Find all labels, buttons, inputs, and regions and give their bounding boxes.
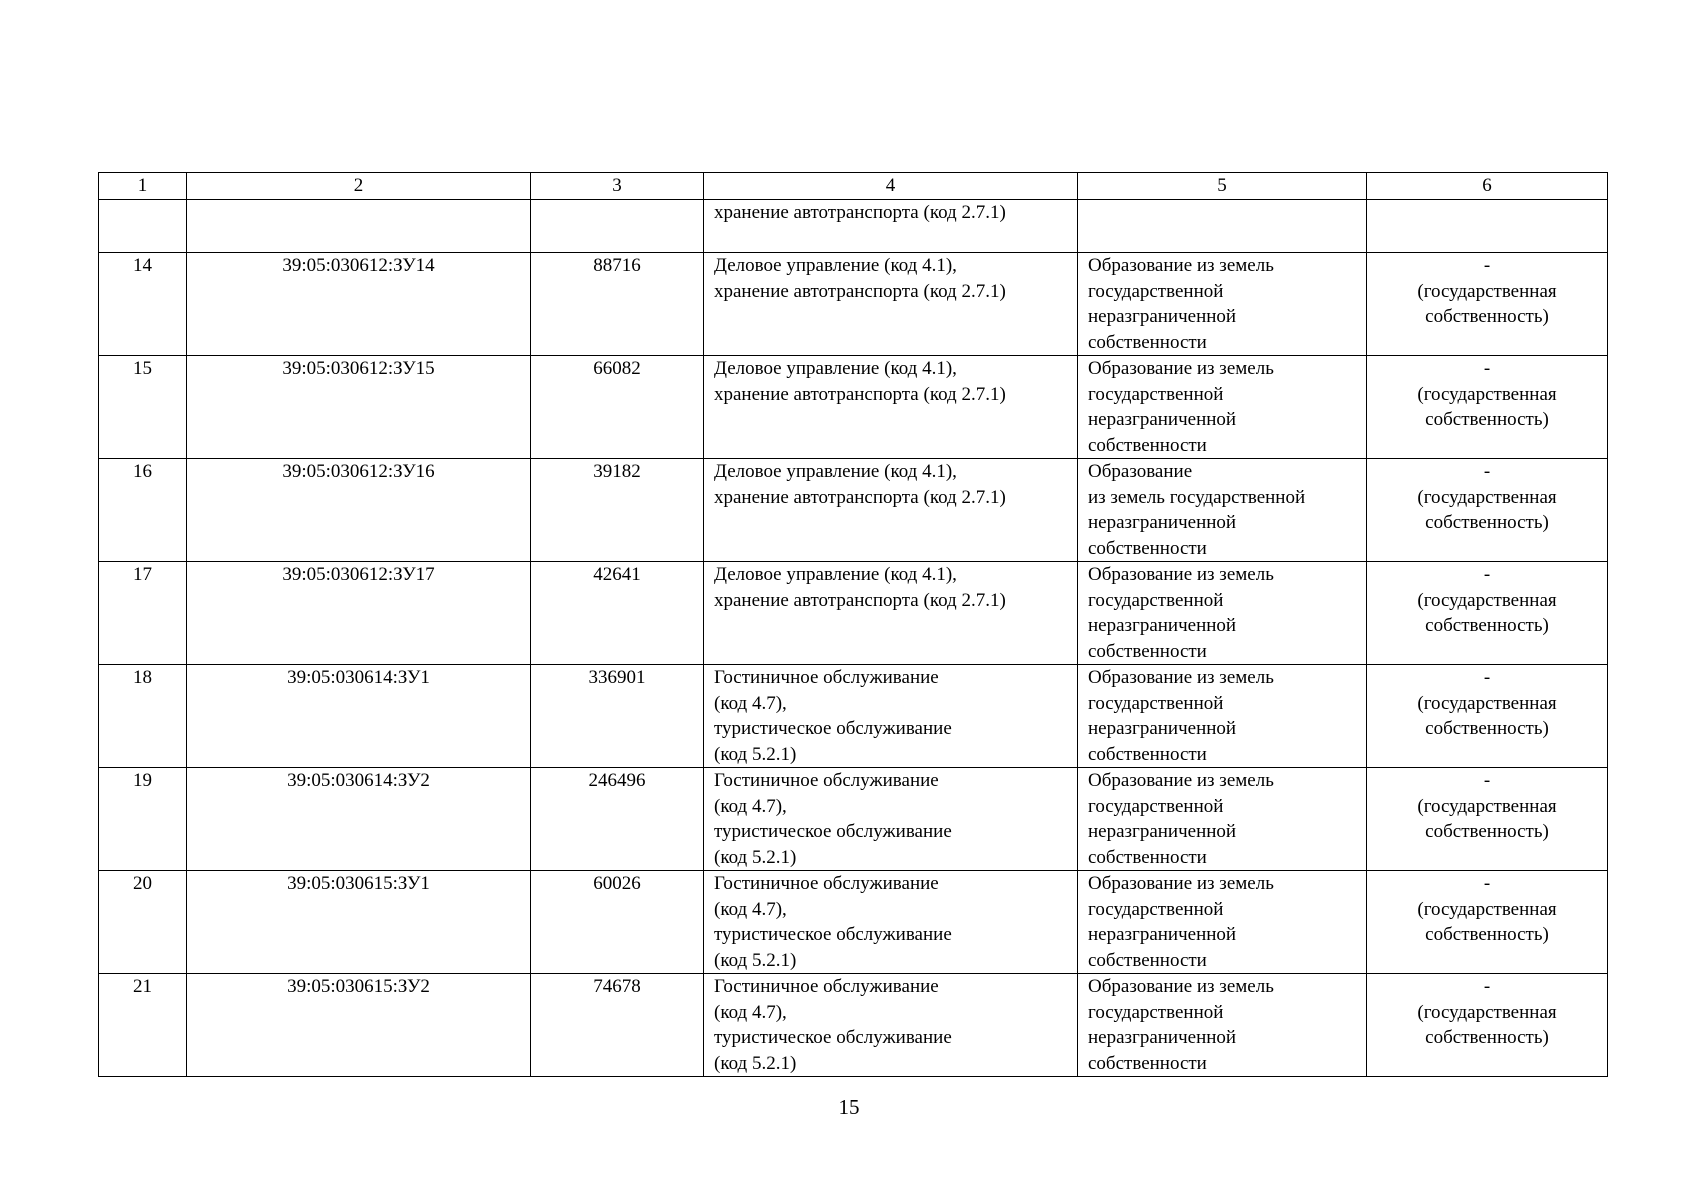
cell-area: 66082 [531, 356, 704, 459]
cell-area [531, 200, 704, 253]
cell-formation-method [1078, 665, 1367, 768]
cell-line: - [1483, 461, 1491, 482]
cell-line: - [1483, 667, 1491, 688]
cell-line: хранение автотранспорта (код 2.7.1) [714, 486, 1006, 508]
cell-line: (код 4.7), [714, 898, 787, 920]
cell-line: туристическое обслуживание [714, 718, 952, 739]
cell-line: (государственная [1417, 898, 1557, 920]
cell-line: - [1483, 358, 1491, 379]
table-row [99, 459, 1608, 562]
column-number-row [99, 173, 1608, 200]
cell-line: (код 5.2.1) [714, 1052, 797, 1074]
cell-line: туристическое обслуживание [714, 1027, 952, 1048]
cell-line: Гостиничное обслуживание [714, 667, 939, 688]
cell-area: 39182 [531, 459, 704, 562]
cell-cadastral: 39:05:030615:ЗУ2 [187, 974, 531, 1077]
cell-line: неразграниченной [1088, 718, 1237, 739]
cell-line: Образование из земель [1088, 873, 1274, 894]
cell-cadastral: 39:05:030615:ЗУ1 [187, 871, 531, 974]
cell-number: 16 [99, 459, 187, 562]
cell-line: собственность) [1425, 1027, 1549, 1048]
cell-line: собственности [1088, 949, 1207, 971]
cell-cadastral: 39:05:030612:ЗУ15 [187, 356, 531, 459]
cell-number: 20 [99, 871, 187, 974]
cell-line: (государственная [1417, 383, 1557, 405]
cell-line: - [1483, 873, 1491, 894]
cell-line: собственность) [1425, 409, 1549, 430]
cell-cadastral: 39:05:030612:ЗУ14 [187, 253, 531, 356]
cell-number: 18 [99, 665, 187, 768]
cell-line: (государственная [1417, 1001, 1557, 1023]
cell-permitted-use [704, 871, 1078, 974]
cell-cadastral: 39:05:030612:ЗУ17 [187, 562, 531, 665]
cell-permitted-use [704, 768, 1078, 871]
cell-number: 21 [99, 974, 187, 1077]
cell-formation-method [1078, 253, 1367, 356]
cell-line: государственной [1088, 1001, 1224, 1023]
cell-formation-method [1078, 562, 1367, 665]
cell-ownership [1367, 200, 1608, 253]
cell-number: 17 [99, 562, 187, 665]
cell-formation-method [1078, 768, 1367, 871]
cell-line: (код 5.2.1) [714, 949, 797, 971]
cell-line: (код 5.2.1) [714, 743, 797, 765]
page-number: 15 [838, 1095, 860, 1119]
cell-area: 74678 [531, 974, 704, 1077]
table-row [99, 871, 1608, 974]
table-row [99, 665, 1608, 768]
table-row [99, 768, 1608, 871]
cell-permitted-use [704, 200, 1078, 253]
continuation-row [99, 200, 1608, 253]
cell-line: неразграниченной [1088, 512, 1237, 533]
cell-line: собственность) [1425, 718, 1549, 739]
cell-line: Образование из земель [1088, 255, 1274, 276]
cell-line: неразграниченной [1088, 821, 1237, 842]
cell-line: (код 5.2.1) [714, 846, 797, 868]
cell-line: Деловое управление (код 4.1), [714, 358, 957, 379]
land-plots-table [98, 172, 1608, 1077]
cell-number: 15 [99, 356, 187, 459]
cell-permitted-use [704, 665, 1078, 768]
cell-formation-method [1078, 459, 1367, 562]
cell-line: Гостиничное обслуживание [714, 976, 939, 997]
column-header: 4 [704, 173, 1078, 200]
cell-line: - [1483, 976, 1491, 997]
table-row [99, 562, 1608, 665]
cell-ownership [1367, 562, 1608, 665]
cell-line: Деловое управление (код 4.1), [714, 564, 957, 585]
cell-line: Образование из земель [1088, 770, 1274, 791]
cell-line: Деловое управление (код 4.1), [714, 461, 957, 482]
cell-line: собственности [1088, 537, 1207, 559]
cell-area: 42641 [531, 562, 704, 665]
cell-cadastral: 39:05:030614:ЗУ1 [187, 665, 531, 768]
cell-line: Деловое управление (код 4.1), [714, 255, 957, 276]
column-header: 6 [1367, 173, 1608, 200]
cell-line: Гостиничное обслуживание [714, 770, 939, 791]
cell-line: хранение автотранспорта (код 2.7.1) [714, 589, 1006, 611]
cell-line: Образование [1088, 461, 1193, 482]
cell-line: собственность) [1425, 306, 1549, 327]
cell-permitted-use [704, 974, 1078, 1077]
cell-cadastral: 39:05:030612:ЗУ16 [187, 459, 531, 562]
cell-line: Образование из земель [1088, 564, 1274, 585]
table-row [99, 253, 1608, 356]
cell-line: государственной [1088, 280, 1224, 302]
cell-permitted-use [704, 562, 1078, 665]
cell-line: Образование из земель [1088, 358, 1274, 379]
cell-cadastral [187, 200, 531, 253]
cell-formation-method [1078, 200, 1367, 253]
cell-line: (государственная [1417, 280, 1557, 302]
cell-line: хранение автотранспорта (код 2.7.1) [714, 280, 1006, 302]
cell-ownership [1367, 253, 1608, 356]
cell-line: государственной [1088, 795, 1224, 817]
cell-line: неразграниченной [1088, 924, 1237, 945]
column-header: 5 [1078, 173, 1367, 200]
cell-area: 336901 [531, 665, 704, 768]
cell-line: - [1483, 564, 1491, 585]
cell-line: собственности [1088, 640, 1207, 662]
cell-line: государственной [1088, 383, 1224, 405]
cell-line: Гостиничное обслуживание [714, 873, 939, 894]
cell-area: 88716 [531, 253, 704, 356]
cell-area: 246496 [531, 768, 704, 871]
cell-ownership [1367, 974, 1608, 1077]
cell-line: собственность) [1425, 924, 1549, 945]
cell-number: 19 [99, 768, 187, 871]
cell-line: (государственная [1417, 589, 1557, 611]
cell-area: 60026 [531, 871, 704, 974]
cell-ownership [1367, 459, 1608, 562]
table-row [99, 356, 1608, 459]
column-header: 3 [531, 173, 704, 200]
cell-permitted-use [704, 356, 1078, 459]
cell-line: неразграниченной [1088, 1027, 1237, 1048]
cell-line: Образование из земель [1088, 976, 1274, 997]
cell-line: собственность) [1425, 615, 1549, 636]
cell-line: неразграниченной [1088, 306, 1237, 327]
cell-line: Образование из земель [1088, 667, 1274, 688]
cell-line: государственной [1088, 898, 1224, 920]
cell-line: государственной [1088, 589, 1224, 611]
cell-formation-method [1078, 871, 1367, 974]
cell-line: собственности [1088, 331, 1207, 353]
column-header: 2 [187, 173, 531, 200]
cell-line: (государственная [1417, 795, 1557, 817]
cell-ownership [1367, 768, 1608, 871]
cell-line: - [1483, 770, 1491, 791]
cell-line: собственность) [1425, 512, 1549, 533]
cell-line: (код 4.7), [714, 1001, 787, 1023]
cell-line: - [1483, 255, 1491, 276]
cell-formation-method [1078, 974, 1367, 1077]
cell-number: 14 [99, 253, 187, 356]
cell-ownership [1367, 665, 1608, 768]
cell-line: собственность) [1425, 821, 1549, 842]
cell-ownership [1367, 356, 1608, 459]
cell-line: хранение автотранспорта (код 2.7.1) [714, 383, 1006, 405]
cell-line: неразграниченной [1088, 615, 1237, 636]
cell-line: туристическое обслуживание [714, 821, 952, 842]
cell-line: государственной [1088, 692, 1224, 714]
cell-line: туристическое обслуживание [714, 924, 952, 945]
cell-line: (государственная [1417, 692, 1557, 714]
cell-cadastral: 39:05:030614:ЗУ2 [187, 768, 531, 871]
cell-line: (код 4.7), [714, 795, 787, 817]
cell-line: (государственная [1417, 486, 1557, 508]
cell-line: из земель государственной [1088, 486, 1306, 508]
cell-line: собственности [1088, 846, 1207, 868]
cell-formation-method [1078, 356, 1367, 459]
cell-line: хранение автотранспорта (код 2.7.1) [714, 202, 1006, 223]
cell-line: собственности [1088, 743, 1207, 765]
cell-permitted-use [704, 459, 1078, 562]
column-header: 1 [99, 173, 187, 200]
cell-line: собственности [1088, 434, 1207, 456]
cell-line: (код 4.7), [714, 692, 787, 714]
cell-line: неразграниченной [1088, 409, 1237, 430]
cell-number [99, 200, 187, 253]
table-row [99, 974, 1608, 1077]
cell-permitted-use [704, 253, 1078, 356]
cell-line: собственности [1088, 1052, 1207, 1074]
cell-ownership [1367, 871, 1608, 974]
